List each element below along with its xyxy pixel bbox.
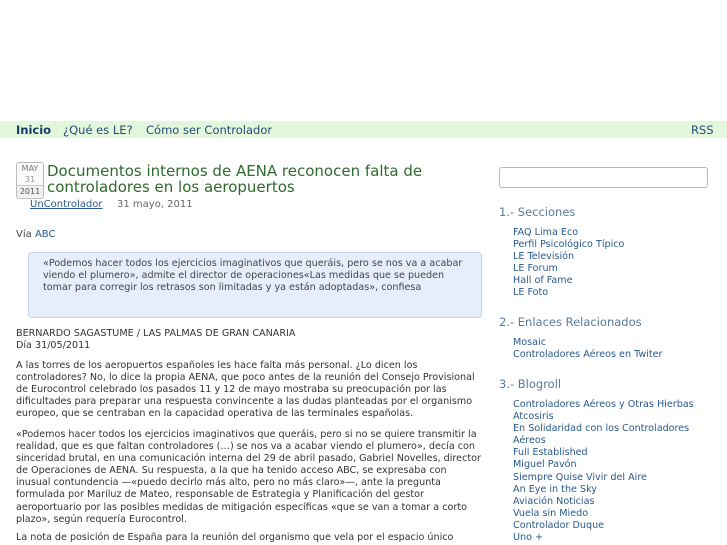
sidebar-link[interactable]: LE Televisión [513,251,575,263]
post-paragraph: La nota de posición de España para la reunión del organismo que vela por el espacio único [16,532,454,543]
sidebar-link[interactable]: Vuela sin Miedo [513,507,589,519]
sidebar-link[interactable]: Controladores Aéreos en Twiter [513,349,663,361]
sidebar-heading-blogroll: 3.- Blogroll [499,377,562,391]
sidebar-link[interactable]: Perfil Psicológico Típico [513,239,625,251]
search-input[interactable] [499,167,708,188]
sidebar-link[interactable]: Controladores Aéreos y Otras Hierbas [513,399,694,410]
post-date-badge [16,162,44,199]
sidebar-link[interactable]: Aviación Noticias [513,495,595,507]
sidebar-heading-secciones: 1.- Secciones [499,205,576,219]
sidebar-link[interactable]: Controlador Duque [513,519,605,531]
nav-item-como-ser-controlador[interactable]: Cómo ser Controlador [146,123,273,137]
post-paragraph: A las torres de los aeropuertos españoles les hace falta más personal. ¿Lo dicen los controladores? No, lo dice la propia AENA, que poco antes de la reunión del Consejo Provisional de Eurocontrol celebrado los pasados 11 y 12 de mayo mostraba su preocupación por las dificultades para preparar una respuesta convincente a las dudas planteadas por el organismo europeo, que se centraban en la capacidad operativa de las terminales españolas. [16,360,475,420]
sidebar-link[interactable]: En Solidaridad con los Controladores Aéreos [513,423,690,447]
sidebar-link[interactable]: Hall of Fame [513,275,573,287]
post-title[interactable]: Documentos internos de AENA reconocen falta de controladores en los aeropuertos [47,162,423,196]
sidebar-link[interactable]: Uno + [513,532,544,544]
sidebar-link[interactable]: Mosaic [513,337,546,348]
post-author-link[interactable]: UnControlador [30,199,103,210]
sidebar-list-blogroll [513,399,713,544]
sidebar-link[interactable]: Full Established [513,447,588,459]
byline-date: Día 31/05/2011 [16,340,91,352]
sidebar-heading-enlaces: 2.- Enlaces Relacionados [499,315,642,329]
via-line [16,229,55,240]
byline-author: BERNARDO SAGASTUME / LAS PALMAS DE GRAN CANARIA [16,328,296,339]
date-year: 2011 [17,185,43,197]
post-date: 31 mayo, 2011 [117,199,193,210]
sidebar-link[interactable]: Atcosiris [513,411,554,423]
nav-item-que-es-le[interactable]: ¿Qué es LE? [63,123,133,137]
sidebar-link[interactable]: LE Forum [513,263,558,275]
sidebar-link[interactable]: An Eye in the Sky [513,483,597,495]
via-source-link[interactable]: ABC [34,229,56,240]
sidebar-list-enlaces [513,337,662,361]
sidebar-link[interactable]: Miguel Pavón [513,459,577,471]
sidebar-link[interactable]: LE Foto [513,287,549,299]
nav-item-inicio[interactable]: Inicio [16,123,52,137]
post-blockquote: «Podemos hacer todos los ejercicios imaginativos que queráis, pero se nos va a acabar viendo el plumero», admite el director de operaciones«Las medidas que se pueden tomar para corregir los retrasos son limitadas y ya están adoptadas», confiesa [28,252,482,318]
main-nav [0,121,727,138]
sidebar-link[interactable]: FAQ Lima Eco [513,227,579,238]
sidebar-link[interactable]: Siempre Quise Vivir del Aire [513,471,647,483]
byline [16,328,484,352]
post-paragraph: «Podemos hacer todos los ejercicios imaginativos que queráis, pero si no se quiere transmitir la realidad, que es que faltan controladores (…) se nos va a acabar viendo el plumero», decía con sinceridad brutal, en una comunicación interna del 29 de abril pasado, Gabriel Novelles, director de Operaciones de AENA. Su respuesta, a la que ha tenido acceso ABC, se expresaba con inusual contundencia —«puedo decirlo más alto, pero no más claro»—, ante la pregunta formulada por Mariluz de Mateo, responsable de Estrategia y Planificación del gestor aeroportuario por las posibles medidas de mitigación específicas «que se van a tomar a corto plazo», según requería Eurocontrol. [16,429,481,525]
date-day: 31 [24,175,36,184]
rss-link[interactable]: RSS [691,123,714,137]
site-header [0,0,727,122]
via-label: Vía [16,229,32,240]
date-month: MAY [21,164,39,173]
sidebar-list-secciones [513,227,624,300]
